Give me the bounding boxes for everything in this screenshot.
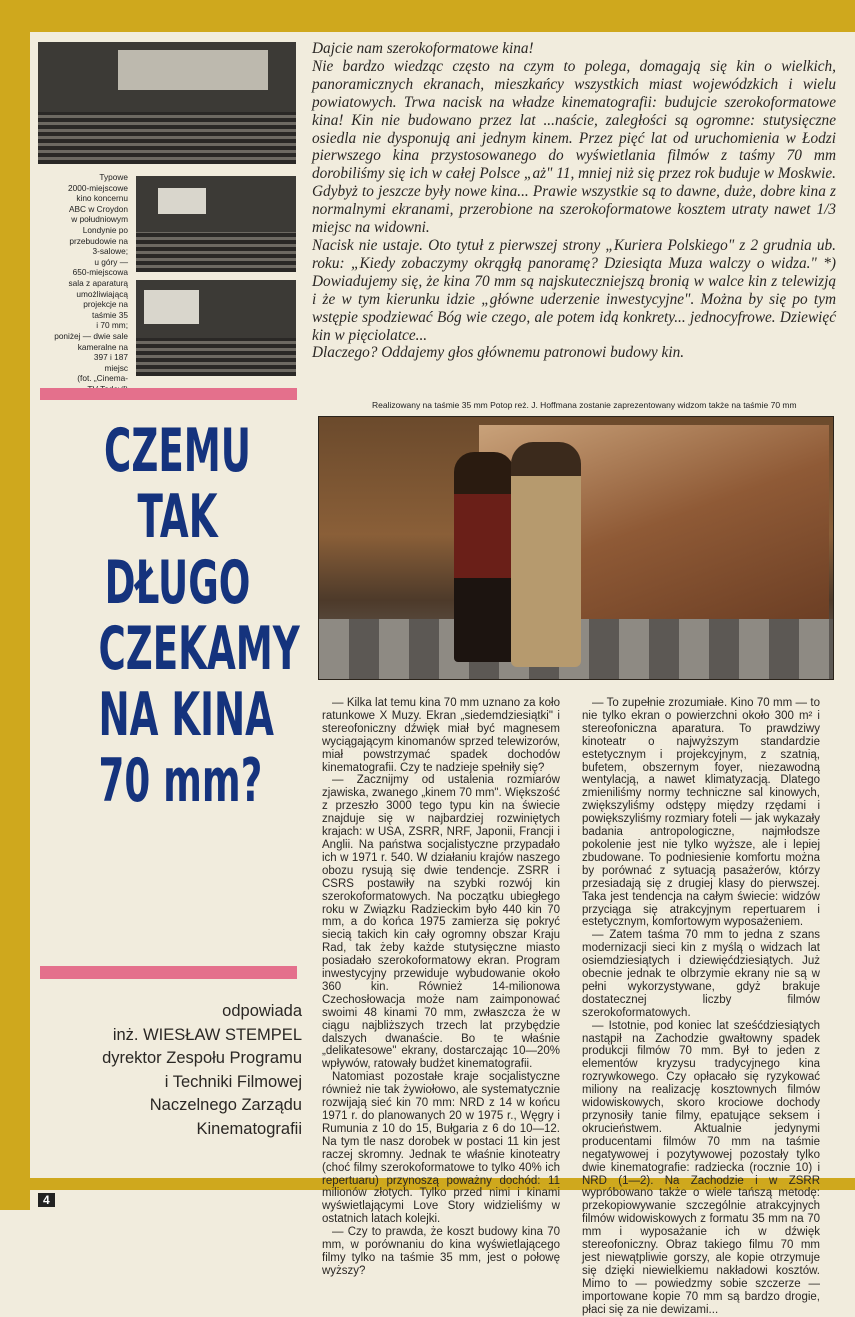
intro-text [312,40,836,362]
caption-line: taśmie 35 [92,309,128,320]
caption-line: (fot. „Cinema- [77,373,128,384]
yellow-frame-top [0,0,855,32]
caption-line: ABC w Croydon [68,203,128,214]
page-number: 4 [38,1193,55,1207]
pink-rule-bottom [40,966,297,979]
caption-line: poniżej — dwie sale [54,330,128,341]
film-still-caption: Realizowany na taśmie 35 mm Potop reż. J. Hoffmana zostanie zaprezentowany widzom także na taśmie 70 mm [372,400,797,410]
caption-line: 3-salowe; [92,246,128,257]
intro-paragraph: Nacisk nie ustaje. Oto tytuł z pierwszej strony „Kuriera Polskiego" z 2 grudnia ub. roku: „Kiedy zobaczymy okrągłą panoramę? Dziesiąta Muza walczy o widza." *) Dowiadujemy się, że kina 70 mm są najskuteczniejszą bronią w walce kin z telewizją i że w tym kierunku idzie „główne uderzenie inwestycyjne". Można by się po tym wstępie spodziewać Bóg wie czego, ale potem idą konkrety... jednocyfrowe. Dziewięć kin w pięciolatce... [312,236,836,344]
byline [50,1000,302,1141]
headline-line: DŁUGO [104,548,251,618]
pink-rule-top [40,388,297,400]
intro-paragraph: Nie bardzo wiedząc często na czym to polega, domagają się kin o wielkich, panoramicznych ekranach, mieszkańcy wszystkich miast wojewódzkich i wielu powiatowych. Trwa nacisk na władze kinematografii: budujcie szerokoformatowe kina! Kin nie budowano przez lat ...naście, zaległości są ogromne: stutysięczne osiedla nie dysponują ani jednym kinem. Przez pięć lat od uruchomienia w Łodzi pierwszego kina przystosowanego do wyświetlania filmów z taśmy 70 mm dorobiliśmy się ich w całej Polsce „aż" 11, mniej niż się przez rok buduje w Moskwie. Gdybyż to jeszcze były nowe kina... Prawie wszystkie są to dawne, duże, dobre kina z normalnymi ekranami, przerobione na szerokoformatowe kosztem utraty nawet 1/3 miejsc na widowni. [312,57,836,237]
caption-line: kino koncernu [76,193,128,204]
byline-line: i Techniki Filmowej [164,1072,302,1091]
article-column-2 [582,697,820,1317]
caption-line: kameralne na [77,341,128,352]
headline-line: TAK [137,482,218,552]
intro-paragraph: Dlaczego? Oddajemy głos głównemu patronowi budowy kin. [312,344,685,362]
caption-line: 397 i 187 [93,352,128,363]
intro-paragraph: Dajcie nam szerokoformatowe kina! [312,40,534,57]
caption-line: 650-miejscowa [72,267,128,278]
caption-line: Londynie po [82,224,128,235]
byline-line: dyrektor Zespołu Programu [102,1049,302,1067]
article-paragraph: — Istotnie, pod koniec lat sześćdziesiątych nastąpił na Zachodzie gwałtowny spadek produkcji filmów 70 mm. Był to jeden z elementów kryzysu tradycyjnego kina rozrywkowego. Czy opłacało się ryzykować miliony na realizację kosztownych filmów widowiskowych, skoro krociowe dochody przynosiły tanie filmy, epatujące seksem i okrucieństwem. Aktualnie jedynymi producentami filmów 70 mm na taśmie negatywowej i pozytywowej pozostały tylko dwie kinematografie: radziecka (rocznie 10) i NRD (1—2). Na Zachodzie i w ZSRR wypróbowano także o wiele tańszą metodę: przekopiowywanie szczególnie atrakcyjnych filmów widowiskowych z formatu 35 mm na 70 mm i wyposażanie ich w dźwięk stereofoniczny. Obraz takiego filmu 70 mm jest niewątpliwie gorszy, ale kopie otrzymuje się dzięki niewielkiemu nakładowi kosztów. Mimo to — powiedzmy sobie szczerze — importowane kopie 70 mm są bardzo drogie, płaci się za nie dewizami... [582,1019,820,1316]
article-paragraph: — Kilka lat temu kina 70 mm uznano za koło ratunkowe X Muzy. Ekran „siedemdziesiątki" i stereofoniczny dźwięk miał być magnesem wyciągającym kinomanów sprzed telewizorów, miał powstrzymać spadek dochodów kinematografii. Czy te nadzieje spełniły się? [322,697,560,774]
byline-line: odpowiada [222,1002,302,1020]
article-column-1 [322,697,560,1278]
article-paragraph: — To zupełnie zrozumiałe. Kino 70 mm — to nie tylko ekran o powierzchni około 300 m² i stereofoniczna aparatura. To prawdziwy kinoteatr o najwyższym standardzie estetycznym i projekcyjnym, z szatnią, bufetem, obszernym foyer, niezawodną wentylacją, a nawet klimatyzacją. Dlatego zmieniliśmy normy techniczne sal kinowych, zwiększyliśmy odstępy między rzędami i powiększyliśmy rozmiary foteli — jak wykazały badania antropologiczne, najmłodsze pokolenie jest nie tylko wyższe, ale i lepiej zbudowane. To podniesienie komfortu można by porównać z sytuacją pasażerów, którzy przesiadają się z drugiej klasy do pierwszej. Taka jest tendencja na całym świecie: widzów przyciąga się atrakcyjnym repertuarem i estetycznym, komfortowym wyposażeniem. [582,697,820,929]
caption-line: umożliwiającą [76,288,128,299]
caption-line: sala z aparaturą [68,277,128,288]
headline-line: 70 mm? [98,746,263,816]
caption-line: 2000-miejscowe [68,182,128,193]
caption-line: u góry — [94,256,128,267]
caption-line: w południowym [71,214,128,225]
byline-line: Kinematografii [196,1119,302,1138]
byline-line: inż. WIESŁAW STEMPEL [112,1025,302,1044]
headline-line: CZEMU [104,416,251,486]
headline-line: NA KINA [98,680,274,750]
caption-line: Typowe [99,172,128,182]
cinema-photo-small [136,280,296,376]
cinema-photo-large [38,42,296,164]
headline [50,418,305,814]
caption-line: przebudowie na [69,235,128,246]
caption-line: i 70 mm; [96,320,128,331]
film-still-photo [318,416,834,680]
article-paragraph: — Zatem taśma 70 mm to jedna z szans modernizacji sieci kin z myślą o widzach lat osiemdziesiątych i dziewięćdziesiątych. Już obecnie jednak te olbrzymie ekrany nie są w pełni wykorzystywane, gdyż brakuje dostatecznej liczby filmów szerokoformatowych. [582,929,820,1019]
yellow-frame-left [0,0,30,1210]
article-paragraph: — Czy to prawda, że koszt budowy kina 70 mm, w porównaniu do kina wyświetlającego filmy tylko na taśmie 35 mm, jest o połowę wyższy? [322,1226,560,1277]
cinema-photos-caption [42,172,128,394]
article-paragraph: — Zacznijmy od ustalenia rozmiarów zjawiska, zwanego „kinem 70 mm". Większość z przeszło 3000 tego typu kin na świecie znajduje się w najbardziej rozwiniętych krajach: w USA, ZSRR, NRF, Japonii, Francji i Anglii. Na państwa socjalistyczne przypadało ich w 1971 r. 540. W działaniu krajów naszego obozu rysują się dwie tendencje. ZSRR i CSRS postawiły na szybki rozwój kin szerokoformatowych. Na początku ubiegłego roku w Związku Radzieckim było 440 kin 70 mm, a do końca 1975 zamierza się pokryć siecią takich kin cały ogromny obszar Kraju Rad, tak żeby każde stutysięczne miasto posiadało szerokoformatowy ekran. Program inwestycyjny przewiduje wybudowanie około 360 kin. Również 14-milionowa Czechosłowacja może nam zaimponować swoimi 48 kinami 70 mm, zwłaszcza że w ciągu najbliższych trzech lat przybędzie dalszych dwanaście. Bo te właśnie „delikatesowe" ekrany, dostarczając 10—20% wpływów, ratowały budżet kinematografii. [322,774,560,1071]
cinema-photo-medium [136,176,296,272]
caption-line: miejsc [104,362,128,373]
caption-line: projekcje na [83,299,128,310]
article-paragraph: Natomiast pozostałe kraje socjalistyczne również nie tak żywiołowo, ale systematycznie rozwijają sieć kin 70 mm: NRD z 14 w końcu 1971 r. do planowanych 20 w 1975 r., Węgry i Rumunia z 10 do 15, Bułgaria z 6 do 10—12. Na tym tle nasz dorobek w postaci 11 kin jest raczej skromny. Jednak te właśnie kinoteatry (choć filmy szerokoformatowe to tylko 40% ich repertuaru) przynoszą poważny dochód: 11 milionów złotych. Tylko przed nimi i kinami wyświetlającymi Love Story widzieliśmy w ostatnich latach kolejki. [322,1071,560,1226]
headline-line: CZEKAMY [98,614,300,684]
byline-line: Naczelnego Zarządu [149,1096,302,1114]
